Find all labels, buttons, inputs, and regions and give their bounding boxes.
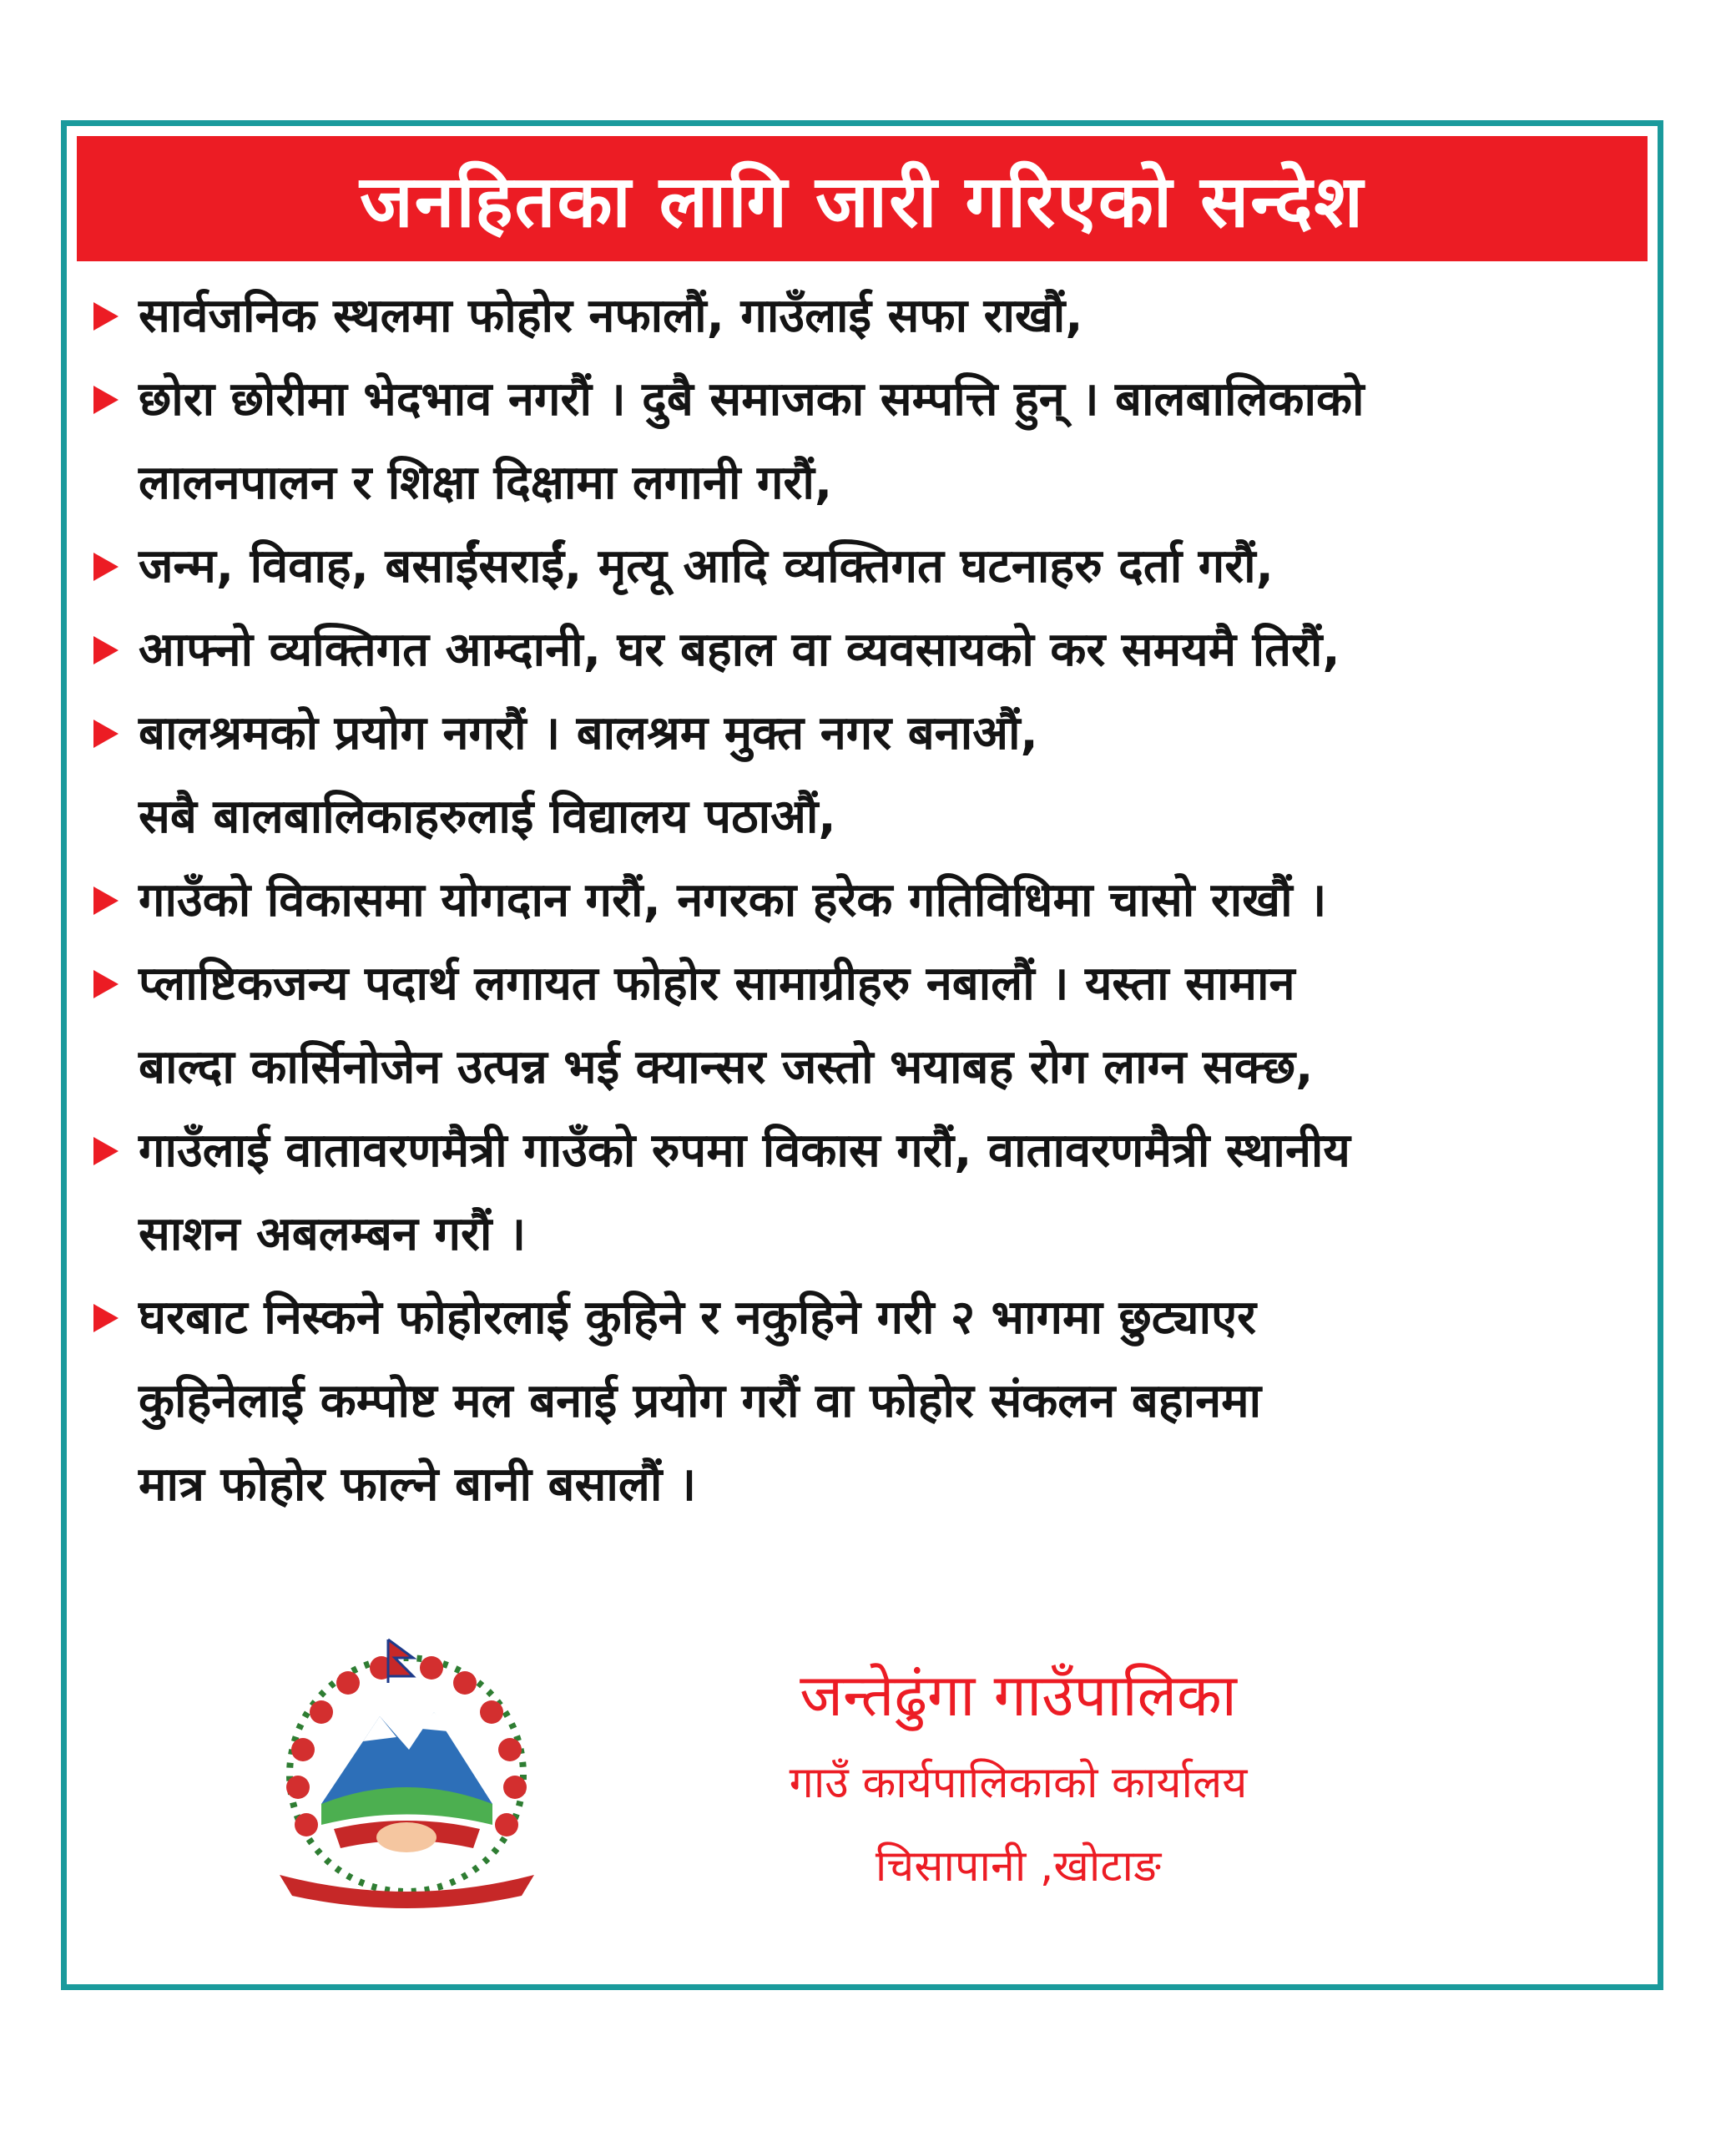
message-item	[85, 692, 1646, 859]
message-line: मात्र फोहोर फाल्ने बानी बसालौं ।	[139, 1458, 697, 1512]
organization-block	[601, 1658, 1436, 1900]
nepal-emblem-icon	[255, 1624, 559, 1908]
message-line: सार्वजनिक स्थलमा फोहोर नफालौं, गाउँलाई सफा राखौं,	[139, 289, 1083, 343]
bullet-triangle-icon	[85, 525, 139, 609]
message-item	[85, 859, 1646, 942]
office-address: चिसापानी ,खोटाङ	[875, 1841, 1162, 1892]
bullet-triangle-icon	[85, 1109, 139, 1193]
office-name: गाउँ कार्यपालिकाको कार्यालय	[789, 1758, 1248, 1808]
message-list	[85, 275, 1646, 1527]
title-banner	[77, 136, 1648, 261]
bullet-triangle-icon	[85, 942, 139, 1026]
message-line: बालश्रमको प्रयोग नगरौं । बालश्रम मुक्त नगर बनाऔं,	[139, 706, 1038, 760]
footer	[67, 1624, 1658, 1975]
bullet-triangle-icon	[85, 275, 139, 358]
message-line: सबै बालबालिकाहरुलाई विद्यालय पठाऔं,	[139, 790, 836, 844]
notice-title: जनहितका लागि जारी गरिएको सन्देश	[360, 159, 1365, 244]
message-line: लालनपालन र शिक्षा दिक्षामा लगानी गरौं,	[139, 456, 833, 510]
bullet-triangle-icon	[85, 692, 139, 775]
message-line: गाउँलाई वातावरणमैत्री गाउँको रुपमा विकास गरौं, वातावरणमैत्री स्थानीय	[139, 1124, 1350, 1178]
bullet-triangle-icon	[85, 859, 139, 942]
message-item	[85, 1276, 1646, 1527]
message-line: कुहिनेलाई कम्पोष्ट मल बनाई प्रयोग गरौं वा फोहोर संकलन बहानमा	[139, 1374, 1262, 1428]
message-item	[85, 942, 1646, 1109]
message-line: प्लाष्टिकजन्य पदार्थ लगायत फोहोर सामाग्रीहरु नबालौं । यस्ता सामान	[139, 957, 1295, 1011]
message-line: जन्म, विवाह, बसाईंसराईं, मृत्यू आदि व्यक्तिगत घटनाहरु दर्ता गरौं,	[139, 539, 1274, 594]
message-line: आफ्नो व्यक्तिगत आम्दानी, घर बहाल वा व्यवसायको कर समयमै तिरौं,	[139, 623, 1340, 677]
bullet-triangle-icon	[85, 609, 139, 692]
message-item	[85, 358, 1646, 525]
message-item	[85, 1109, 1646, 1276]
message-line: साशन अबलम्बन गरौं ।	[139, 1207, 527, 1261]
message-line: बाल्दा कार्सिनोजेन उत्पन्न भई क्यान्सर जस्तो भयाबह रोग लाग्न सक्छ,	[139, 1040, 1314, 1094]
bullet-triangle-icon	[85, 358, 139, 442]
message-line: घरबाट निस्कने फोहोरलाई कुहिने र नकुहिने गरी २ भागमा छुट्याएर	[139, 1291, 1256, 1345]
bullet-triangle-icon	[85, 1276, 139, 1360]
message-item	[85, 525, 1646, 609]
message-item	[85, 275, 1646, 358]
notice-frame	[61, 120, 1663, 1990]
organization-name: जन्तेढुंगा गाउँपालिका	[800, 1661, 1237, 1730]
message-line: छोरा छोरीमा भेदभाव नगरौं । दुबै समाजका सम्पत्ति हुन् । बालबालिकाको	[139, 372, 1365, 427]
message-item	[85, 609, 1646, 692]
message-line: गाउँको विकासमा योगदान गरौं, नगरका हरेक गतिविधिमा चासो राखौं ।	[139, 873, 1327, 927]
